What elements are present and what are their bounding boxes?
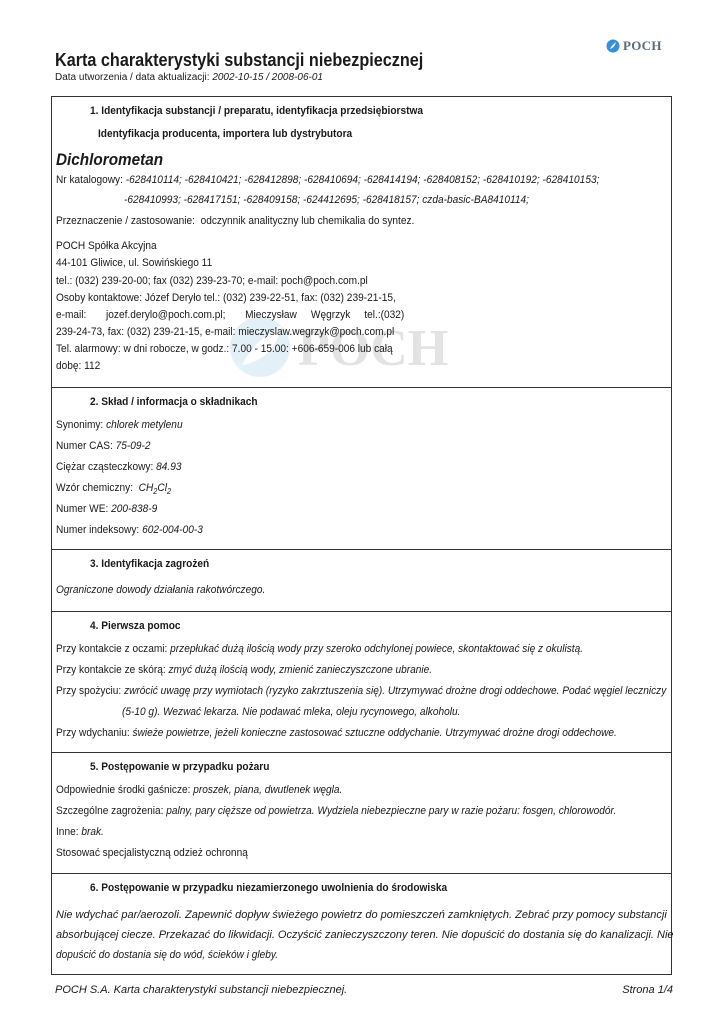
footer-left: POCH S.A. Karta charakterystyki substancji niebezpiecznej.	[55, 984, 348, 996]
first-aid-ingestion: Przy spożyciu: zwrócić uwagę przy wymiotach (ryzyko zakrztuszenia się). Utrzymywać drożne drogi oddechowe. Podać węgiel leczniczy	[56, 685, 667, 697]
special-hazards: Szczególne zagrożenia: palny, pary cięższe od powietrza. Wydziela niebezpieczne pary w razie pożaru: fosgen, chlorowodór.	[56, 805, 617, 817]
company-line: 239-24-73, fax: (032) 239-21-15, e-mail: mieczyslaw.wegrzyk@poch.com.pl	[56, 326, 395, 338]
catalog-label: Nr katalogowy:	[56, 174, 123, 186]
section-5-heading: 5. Postępowanie w przypadku pożaru	[90, 761, 270, 773]
purpose-label: Przeznaczenie / zastosowanie:	[56, 215, 195, 227]
extinguishing-agents: Odpowiednie środki gaśnicze: proszek, piana, dwutlenek węgla.	[56, 784, 343, 796]
index-value: 602-004-00-3	[142, 524, 203, 536]
section-1	[52, 97, 671, 387]
poch-watermark-text: POCH	[298, 320, 449, 377]
we-line	[56, 503, 157, 515]
section-5	[52, 752, 671, 873]
catalog-line-1	[56, 174, 599, 186]
other-info: Inne: brak.	[56, 826, 104, 838]
we-value: 200-838-9	[111, 503, 158, 515]
section-2-heading: 2. Skład / informacja o składnikach	[90, 396, 258, 408]
substance-name: Dichlorometan	[56, 150, 164, 169]
section-3	[52, 549, 671, 611]
mw-label: Ciężar cząsteczkowy:	[56, 461, 154, 473]
cas-line	[56, 440, 151, 452]
section-4	[52, 611, 671, 752]
company-line: Osoby kontaktowe: Józef Deryło tel.: (032) 239-22-51, fax: (032) 239-21-15,	[56, 292, 396, 304]
cas-value: 75-09-2	[115, 440, 151, 452]
page-number: Strona 1/4	[622, 984, 673, 996]
section-1-subheading: Identyfikacja producenta, importera lub dystrybutora	[98, 128, 353, 140]
index-line	[56, 524, 203, 536]
dates-value: 2002-10-15 / 2008-06-01	[212, 72, 323, 83]
synonyms-label: Synonimy:	[56, 419, 104, 431]
document-title: Karta charakterystyki substancji niebezpiecznej	[55, 50, 424, 70]
section-2	[52, 387, 671, 549]
release-text-line: dopuścić do dostania się do wód, ścieków i gleby.	[56, 949, 279, 961]
dates-label: Data utworzenia / data aktualizacji:	[55, 72, 210, 83]
release-text-line: Nie wdychać par/aerozoli. Zapewnić dopływ świeżego powietrz do pomieszczeń zamkniętych. Zebrać przy pomocy substancji	[56, 909, 667, 921]
company-line: POCH Spółka Akcyjna	[56, 240, 157, 252]
section-4-heading: 4. Pierwsza pomoc	[90, 620, 181, 632]
company-line: tel.: (032) 239-20-00; fax (032) 239-23-70; e-mail: poch@poch.com.pl	[56, 275, 368, 287]
cas-label: Numer CAS:	[56, 440, 113, 452]
first-aid-skin: Przy kontakcie ze skórą: zmyć dużą ilością wody, zmienić zanieczyszczone ubranie.	[56, 664, 433, 676]
catalog-line-2	[124, 194, 529, 206]
release-text-line: absorbującej ciecze. Przekazać do likwidacji. Oczyścić zanieczyszczony teren. Nie dopuścić do dostania się do kanalizacji. Nie	[56, 929, 674, 941]
catalog-numbers-2: -628410993; -628417151; -628409158; -624412695; -628418157; czda-basic-BA8410114;	[124, 194, 529, 206]
catalog-numbers-1: -628410114; -628410421; -628412898; -628410694; -628414194; -628408152; -628410192; -628410153;	[125, 174, 600, 186]
formula-line	[56, 482, 171, 496]
hazard-text: Ograniczone dowody działania rakotwórczego.	[56, 584, 266, 596]
purpose-line	[56, 215, 414, 227]
document-dates	[55, 72, 323, 83]
poch-logo	[606, 38, 662, 54]
we-label: Numer WE:	[56, 503, 109, 515]
company-line: dobę: 112	[56, 360, 101, 372]
mw-value: 84.93	[156, 461, 182, 473]
section-6-heading: 6. Postępowanie w przypadku niezamierzonego uwolnienia do środowiska	[90, 882, 448, 894]
first-aid-ingestion-cont: (5-10 g). Wezwać lekarza. Nie podawać mleka, oleju rycynowego, alkoholu.	[122, 706, 461, 718]
section-1-heading: 1. Identyfikacja substancji / preparatu, identyfikacja przedsiębiorstwa	[90, 105, 423, 117]
company-line: Tel. alarmowy: w dni robocze, w godz.: 7.00 - 15.00: +606-659-006 lub całą	[56, 343, 393, 355]
poch-logo-icon	[606, 39, 620, 53]
protective-clothing: Stosować specjalistyczną odzież ochronną	[56, 847, 248, 859]
synonyms-line	[56, 419, 183, 431]
first-aid-eyes: Przy kontakcie z oczami: przepłukać dużą ilością wody przy szeroko odchylonej powiece, skontaktować się z okulistą.	[56, 643, 584, 655]
index-label: Numer indeksowy:	[56, 524, 140, 536]
company-line: e-mail: jozef.derylo@poch.com.pl; Mieczysław Węgrzyk tel.:(032)	[56, 309, 405, 321]
first-aid-inhalation: Przy wdychaniu: świeże powietrze, jeżeli konieczne zastosować sztuczne oddychanie. Utrzymywać drożne drogi oddechowe.	[56, 727, 617, 739]
mw-line	[56, 461, 181, 473]
sds-frame	[51, 96, 672, 975]
section-3-heading: 3. Identyfikacja zagrożeń	[90, 558, 210, 570]
section-6	[52, 873, 674, 974]
poch-logo-text: POCH	[623, 38, 662, 53]
purpose-value: odczynnik analityczny lub chemikalia do syntez.	[200, 215, 415, 227]
formula-value: $CH_2Cl_2$	[138, 482, 172, 497]
synonyms-value: chlorek metylenu	[106, 419, 183, 431]
formula-label: Wzór chemiczny:	[56, 482, 134, 494]
company-line: 44-101 Gliwice, ul. Sowińskiego 11	[56, 257, 213, 269]
